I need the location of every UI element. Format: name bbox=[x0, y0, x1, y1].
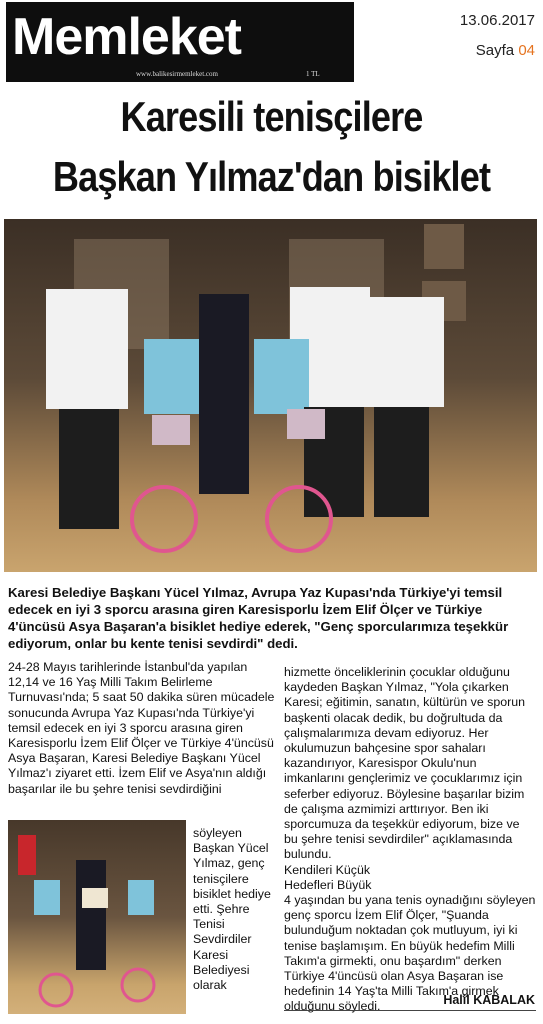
main-photo bbox=[4, 219, 537, 572]
body-paragraph-2: 4 yaşından bu yana tenis oynadığını söyleyen genç sporcu İzem Elif Ölçer, "Şuanda bulunduğum noktadan çok mutluyum, iyi ki tenise başlamışım. En büyük hedefim Milli Takım'a girmekti, onu başardım" derken Türkiye 4'üncüsü olan Asya Başaran ise hedefinin 14 Yaş'ta Milli Takım'a girmek olduğunu söyledi. bbox=[284, 893, 536, 1014]
byline-rule bbox=[284, 1010, 536, 1011]
headline-line-2: Başkan Yılmaz'dan bisiklet bbox=[52, 153, 491, 200]
website-url: www.balikesirmemleket.com bbox=[136, 70, 218, 78]
main-photo-illustration bbox=[4, 219, 537, 572]
newspaper-logo: Memleket bbox=[12, 8, 241, 66]
subheading-line-2: Hedefleri Büyük bbox=[284, 877, 372, 892]
secondary-photo-illustration bbox=[8, 820, 186, 1014]
headline-line-1: Karesili tenisçilere bbox=[120, 93, 423, 140]
page-number bbox=[476, 42, 535, 59]
page-label: Sayfa bbox=[475, 42, 515, 59]
price: 1 TL bbox=[306, 70, 320, 78]
body-wrap-text: söyleyen Başkan Yücel Yılmaz, genç tenisçilere bisiklet hediye etti. Şehre Tenisi Sevdirdiler Karesi Belediyesi olarak bbox=[193, 826, 271, 993]
page-number-value: 04 bbox=[518, 42, 535, 59]
lead-paragraph: Karesi Belediye Başkanı Yücel Yılmaz, Avrupa Yaz Kupası'nda Türkiye'yi temsil edecek en iyi 3 sporcu arasına giren Karesisporlu İzem Elif Ölçer ve Türkiye 4'üncüsü Asya Başaran'a bisiklet hediye ederek, "Genç sporcularımıza teşekkür ediyorum, onlar bu kente tenisi sevdirdi" dedi. bbox=[8, 585, 509, 651]
secondary-photo bbox=[8, 820, 186, 1014]
body-column-1: 24-28 Mayıs tarihlerinde İstanbul'da yapılan 12,14 ve 16 Yaş Milli Takım Belirleme Turnuvası'nda; 5 saat 50 dakika süren mücadele sonucunda Avrupa Yaz Kupası'nda Türkiye'yi temsil edecek en iyi 3 sporcu arasına giren Karesisporlu İzem Elif Ölçer ve Türkiye 4'üncüsü Asya Başaran, Karesi Belediye Başkanı Yücel Yılmaz'ı ziyaret etti. İzem Elif ve Asya'nın aldığı başarılar ile bu şehre tenisi sevdirdiğini bbox=[8, 660, 275, 796]
body-column-2 bbox=[284, 665, 536, 1015]
issue-date: 13.06.2017 bbox=[459, 12, 535, 29]
subheading-line-1: Kendileri Küçük bbox=[284, 862, 371, 877]
byline: Halil KABALAK bbox=[443, 993, 535, 1007]
body-paragraph-1: hizmette önceliklerinin çocuklar olduğunu kaydeden Başkan Yılmaz, "Yola çıkarken Karesi; eğitimin, sanatın, kültürün ve sporun başkenti olacak dedik, bu doğrultuda da çalışmalarımıza devam ediyoruz. Her okulumuzun bahçesine spor sahaları kazandırıyor, Karesispor Okulu'nun imkanlarını gençlerimiz ve çocuklarımız için seferber ediyoruz. Böylesine başarılar bizim de çalışma azmimizi arttırıyor. Ben iki sporcumuza da teşekkür ediyorum, bize ve bu şehre tenisi sevdirdiler" açıklamasında bulundu. bbox=[284, 665, 526, 862]
masthead bbox=[6, 2, 354, 82]
